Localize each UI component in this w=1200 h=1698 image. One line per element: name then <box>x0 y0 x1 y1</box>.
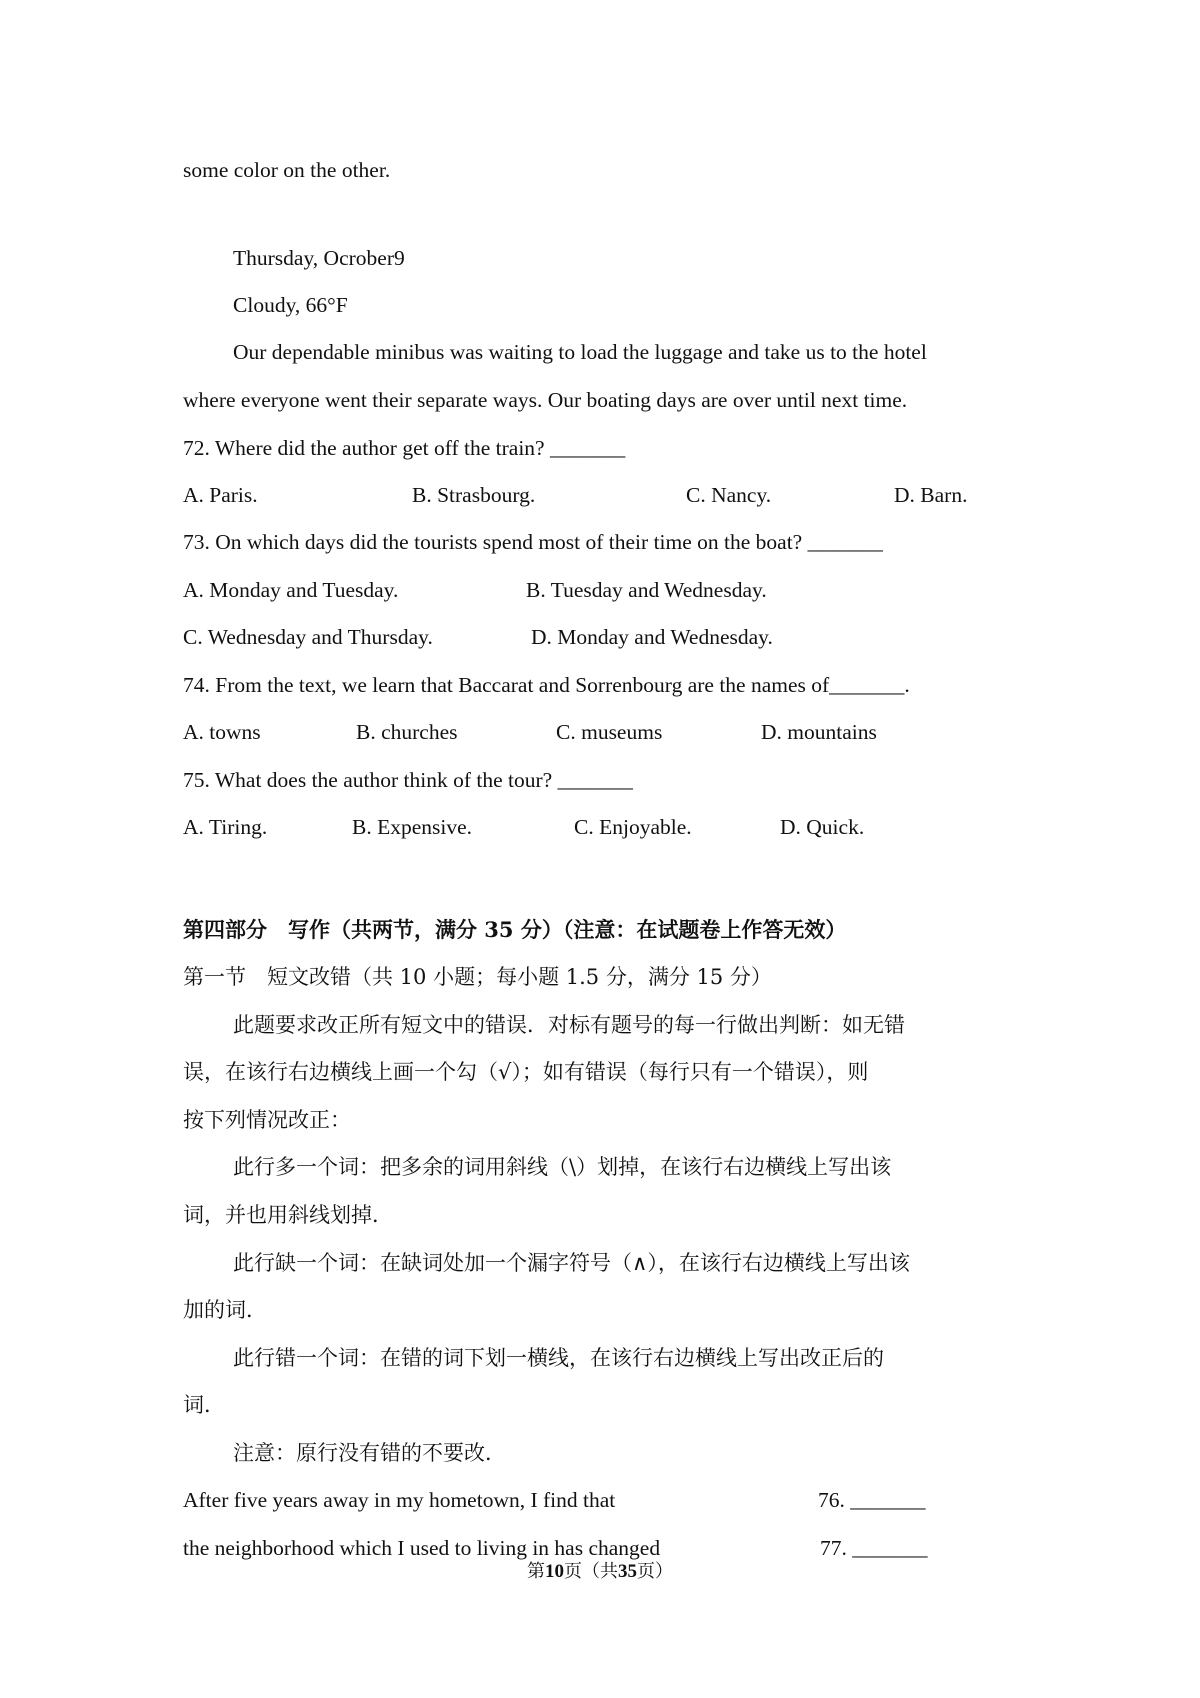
section-1-heading: 第一节 短文改错（共 10 小题；每小题 1.5 分，满分 15 分） <box>183 965 772 989</box>
entry-weather: Cloudy, 66°F <box>233 293 348 317</box>
instruction-line: 此题要求改正所有短文中的错误．对标有题号的每一行做出判断：如无错 <box>233 1013 905 1037</box>
correction-line-76 <box>183 1485 963 1515</box>
option-a: A. towns <box>183 720 261 744</box>
option-c: C. Nancy. <box>686 483 772 507</box>
instruction-extra-word: 此行多一个词：把多余的词用斜线（\）划掉，在该行右边横线上写出该 <box>233 1155 892 1179</box>
total-pages: 35 <box>618 1561 637 1582</box>
question-74: 74. From the text, we learn that Baccarat and Sorrenbourg are the names of_______. <box>183 673 910 697</box>
instruction-wrong-word: 此行错一个词：在错的词下划一横线，在该行右边横线上写出改正后的 <box>233 1346 884 1370</box>
instruction-line: 按下列情况改正： <box>183 1108 351 1132</box>
instruction-line: 加的词． <box>183 1298 267 1322</box>
question-72-options <box>183 480 1083 510</box>
option-a: A. Monday and Tuesday. <box>183 578 399 602</box>
option-d: D. mountains <box>761 720 877 744</box>
part-4-heading: 第四部分 写作（共两节，满分 35 分）（注意：在试题卷上作答无效） <box>183 917 847 942</box>
option-d: D. Barn. <box>894 483 968 507</box>
page-number: 10 <box>545 1561 564 1582</box>
option-c: C. museums <box>556 720 663 744</box>
option-a: A. Paris. <box>183 483 258 507</box>
option-b: B. churches <box>356 720 458 744</box>
answer-blank-77: 77. _______ <box>820 1536 928 1560</box>
instruction-note: 注意：原行没有错的不要改． <box>233 1441 506 1465</box>
footer-middle: 页（共 <box>564 1561 618 1582</box>
instruction-missing-word: 此行缺一个词：在缺词处加一个漏字符号（∧），在该行右边横线上写出该 <box>233 1251 910 1275</box>
passage-continuation: some color on the other. <box>183 158 391 182</box>
answer-blank-76: 76. _______ <box>818 1488 926 1512</box>
question-72: 72. Where did the author get off the train? _______ <box>183 436 626 460</box>
option-b: B. Strasbourg. <box>412 483 536 507</box>
instruction-line: 词． <box>183 1393 225 1417</box>
footer-prefix: 第 <box>527 1561 545 1582</box>
question-75-options <box>183 812 1083 842</box>
option-d: D. Monday and Wednesday. <box>531 625 773 649</box>
question-73-options-row-2 <box>183 622 1083 652</box>
option-b: B. Expensive. <box>352 815 473 839</box>
correction-text: After five years away in my hometown, I find that <box>183 1488 616 1512</box>
question-74-options <box>183 717 1083 747</box>
instruction-line: 词，并也用斜线划掉． <box>183 1203 393 1227</box>
entry-date: Thursday, Ocrober9 <box>233 246 405 270</box>
option-c: C. Enjoyable. <box>574 815 692 839</box>
option-b: B. Tuesday and Wednesday. <box>526 578 767 602</box>
instruction-line: 误，在该行右边横线上画一个勾（√）；如有错误（每行只有一个错误），则 <box>183 1060 869 1084</box>
option-c: C. Wednesday and Thursday. <box>183 625 433 649</box>
option-d: D. Quick. <box>780 815 865 839</box>
footer-suffix: 页） <box>637 1561 673 1582</box>
question-73-options-row-1 <box>183 575 1083 605</box>
question-73: 73. On which days did the tourists spend most of their time on the boat? _______ <box>183 530 883 554</box>
option-a: A. Tiring. <box>183 815 268 839</box>
page-footer <box>0 1557 1200 1583</box>
entry-text-line-2: where everyone went their separate ways. Our boating days are over until next time. <box>183 388 908 412</box>
question-75: 75. What does the author think of the tour? _______ <box>183 768 633 792</box>
correction-text: the neighborhood which I used to living in has changed <box>183 1536 661 1560</box>
entry-text-line-1: Our dependable minibus was waiting to load the luggage and take us to the hotel <box>233 340 927 364</box>
